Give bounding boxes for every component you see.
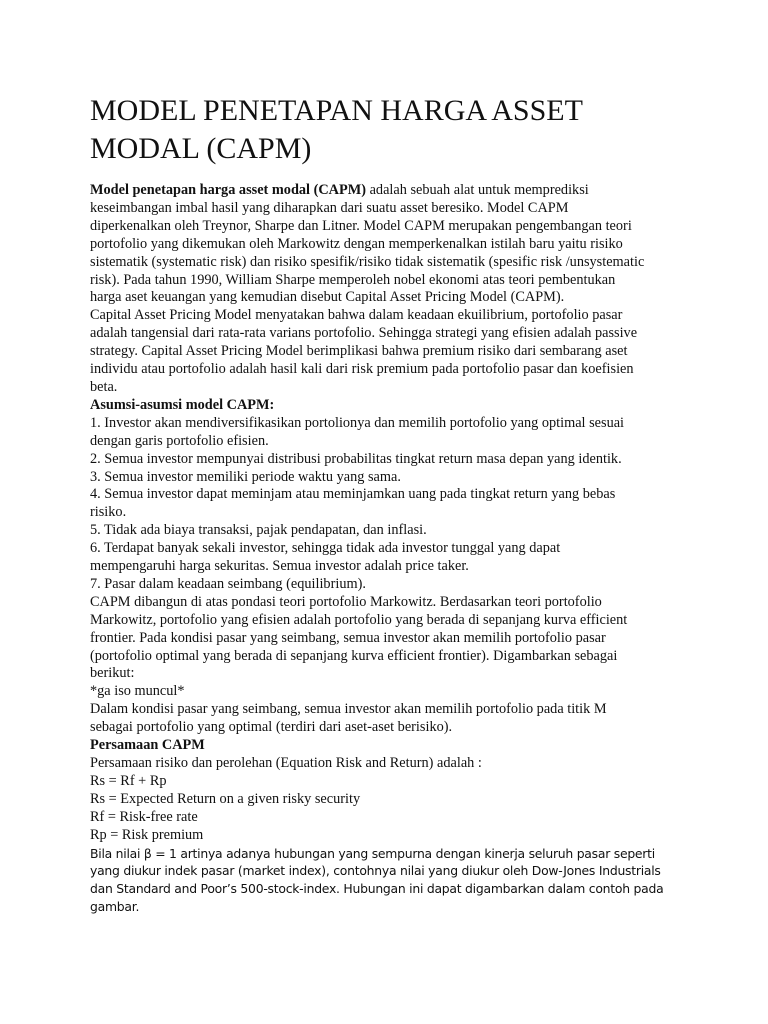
equation-line: Rs = Rf + Rp <box>90 772 167 789</box>
document-body <box>90 182 690 916</box>
intro-lead-rest: adalah sebuah alat untuk memprediksi <box>366 182 589 198</box>
title-line: MODEL PENETAPAN HARGA ASSET <box>90 94 583 127</box>
assumption-line: mempengaruhi harga sekuritas. Semua investor adalah price taker. <box>90 558 469 575</box>
assumption-line: 2. Semua investor mempunyai distribusi probabilitas tingkat return masa depan yang identik. <box>90 450 622 467</box>
assumptions-heading: Asumsi-asumsi model CAPM: <box>90 396 275 413</box>
assumption-line: 7. Pasar dalam keadaan seimbang (equilibrium). <box>90 575 366 592</box>
intro-line: adalah tangensial dari rata-rata varians portofolio. Sehingga strategi yang efisien adalah passive <box>90 325 638 342</box>
page-title <box>90 92 690 168</box>
intro-line: portofolio yang dikemukan oleh Markowitz dengan memperkenalkan istilah baru yaitu risiko <box>90 235 623 252</box>
assumption-line: risiko. <box>90 504 127 521</box>
assumption-line: sebagai portofolio yang optimal (terdiri dari aset-aset berisiko). <box>90 719 453 736</box>
assumption-line: (portofolio optimal yang berada di sepanjang kurva efficient frontier). Digambarkan sebagai <box>90 647 618 664</box>
assumption-line: berikut: <box>90 665 135 682</box>
intro-line: strategy. Capital Asset Pricing Model berimplikasi bahwa premium risiko dari sembarang aset <box>90 343 628 360</box>
beta-line: dan Standard and Poor’s 500-stock-index. Hubungan ini dapat digambarkan dalam contoh pada <box>90 881 664 897</box>
document-page <box>90 92 690 916</box>
intro-line: individu atau portofolio adalah hasil kali dari risk premium pada portofolio pasar dan koefisien <box>90 361 634 378</box>
assumption-line: Dalam kondisi pasar yang seimbang, semua investor akan memilih portofolio pada titik M <box>90 701 607 718</box>
intro-line: Capital Asset Pricing Model menyatakan bahwa dalam keadaan ekuilibrium, portofolio pasar <box>90 307 623 324</box>
assumption-line: Markowitz, portofolio yang efisien adalah portofolio yang berada di sepanjang kurva efficient <box>90 611 628 628</box>
equation-line: Rf = Risk-free rate <box>90 808 198 825</box>
assumption-line: frontier. Pada kondisi pasar yang seimbang, semua investor akan memilih portofolio pasar <box>90 629 606 646</box>
assumption-line: 4. Semua investor dapat meminjam atau meminjamkan uang pada tingkat return yang bebas <box>90 486 616 503</box>
assumption-line: dengan garis portofolio efisien. <box>90 432 269 449</box>
intro-line: beta. <box>90 378 118 395</box>
intro-line: harga aset keuangan yang kemudian disebut Capital Asset Pricing Model (CAPM). <box>90 289 565 306</box>
intro-line: risk). Pada tahun 1990, William Sharpe memperoleh nobel ekonomi atas teori pembentukan <box>90 271 616 288</box>
intro-first-line <box>90 182 690 200</box>
assumption-line: 1. Investor akan mendiversifikasikan portolionya dan memilih portofolio yang optimal sesuai <box>90 414 625 431</box>
intro-line: diperkenalkan oleh Treynor, Sharpe dan Litner. Model CAPM merupakan pengembangan teori <box>90 217 632 234</box>
intro-line: sistematik (systematic risk) dan risiko spesifik/risiko tidak sistematik (spesific risk /unsystematic <box>90 253 645 270</box>
assumption-line: CAPM dibangun di atas pondasi teori portofolio Markowitz. Berdasarkan teori portofolio <box>90 593 602 610</box>
equation-line: Persamaan risiko dan perolehan (Equation Risk and Return) adalah : <box>90 755 482 771</box>
equation-heading: Persamaan CAPM <box>90 737 205 754</box>
assumption-line: 6. Terdapat banyak sekali investor, sehingga tidak ada investor tunggal yang dapat <box>90 540 561 557</box>
beta-line: gambar. <box>90 899 140 915</box>
intro-line: keseimbangan imbal hasil yang diharapkan dari suatu asset beresiko. Model CAPM <box>90 199 569 216</box>
assumption-line: 5. Tidak ada biaya transaksi, pajak pendapatan, dan inflasi. <box>90 522 427 539</box>
title-line: MODAL (CAPM) <box>90 132 312 165</box>
equation-line: Rs = Expected Return on a given risky security <box>90 790 361 807</box>
beta-line: yang diukur indek pasar (market index), contohnya nilai yang diukur oleh Dow-Jones Industrials <box>90 863 661 879</box>
assumption-line: 3. Semua investor memiliki periode waktu yang sama. <box>90 468 401 485</box>
assumption-line: *ga iso muncul* <box>90 683 185 700</box>
beta-line: Bila nilai β = 1 artinya adanya hubungan yang sempurna dengan kinerja seluruh pasar seperti <box>90 845 655 861</box>
equation-line: Rp = Risk premium <box>90 826 204 843</box>
intro-bold-lead: Model penetapan harga asset modal (CAPM) <box>90 182 366 198</box>
